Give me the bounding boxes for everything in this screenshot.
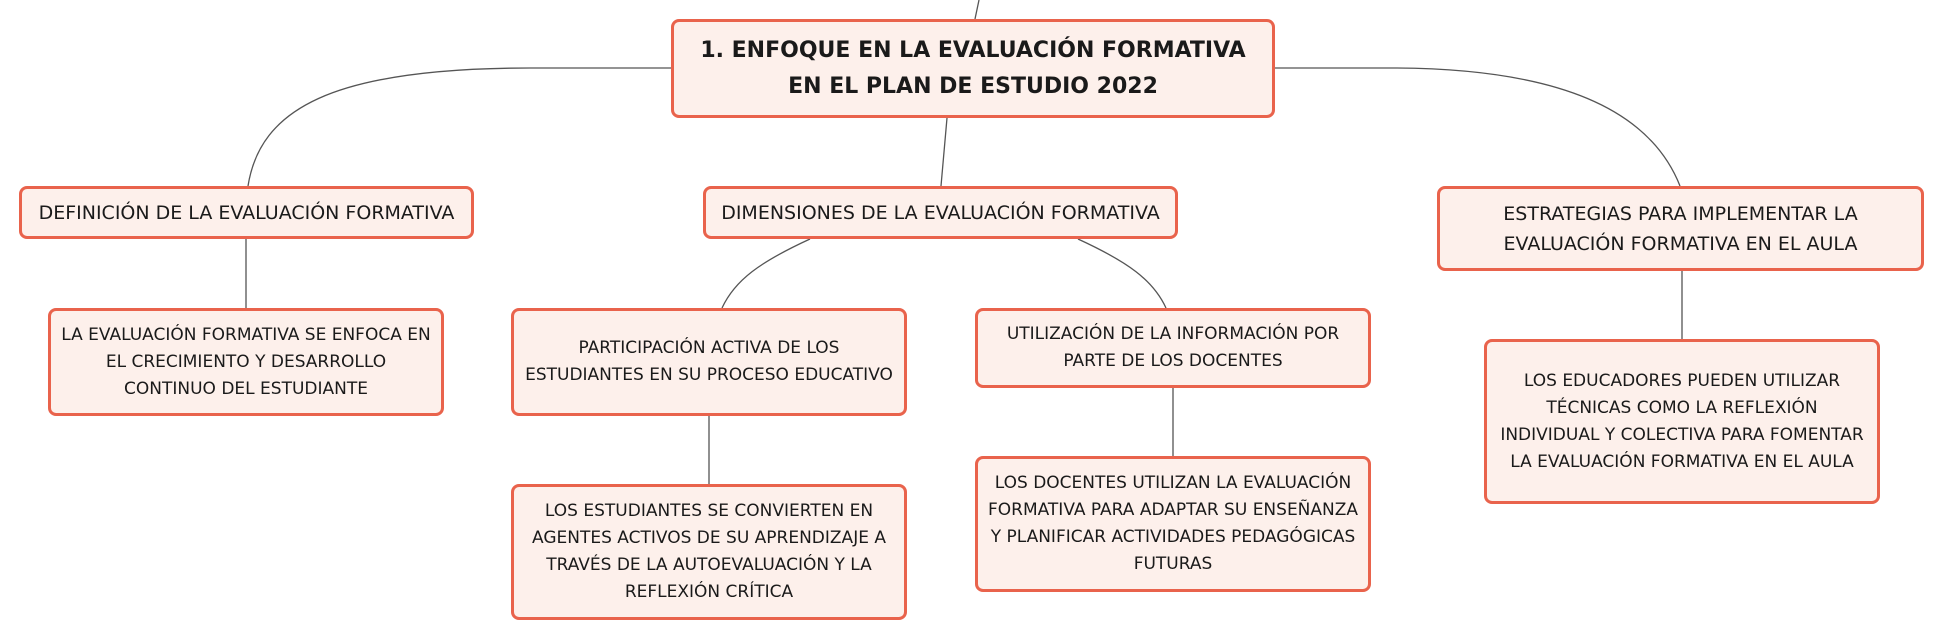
subtopic-participacion[interactable]	[511, 308, 907, 416]
connector-root-to-estrategias	[1275, 68, 1680, 186]
topic-dimensiones[interactable]	[703, 186, 1178, 239]
subtopic-utilizacion-label: UTILIZACIÓN DE LA INFORMACIÓN POR PARTE DE LOS DOCENTES	[1006, 324, 1340, 371]
topic-definicion-label: DEFINICIÓN DE LA EVALUACIÓN FORMATIVA	[38, 201, 455, 224]
root-topic-node[interactable]	[671, 19, 1275, 118]
topic-dimensiones-label: DIMENSIONES DE LA EVALUACIÓN FORMATIVA	[721, 201, 1160, 224]
topic-estrategias[interactable]	[1437, 186, 1924, 271]
connector-dimensiones-to-participacion	[722, 239, 810, 308]
connector-root-to-dimensiones	[941, 118, 947, 186]
subtopic-participacion-detail[interactable]	[511, 484, 907, 620]
subtopic-participacion-label: PARTICIPACIÓN ACTIVA DE LOS ESTUDIANTES EN SU PROCESO EDUCATIVO	[525, 338, 893, 385]
subtopic-definicion-detail-text: LA EVALUACIÓN FORMATIVA SE ENFOCA EN EL CRECIMIENTO Y DESARROLLO CONTINUO DEL ESTUDIANTE	[61, 324, 431, 399]
subtopic-participacion-detail-text: LOS ESTUDIANTES SE CONVIERTEN EN AGENTES ACTIVOS DE SU APRENDIZAJE A TRAVÉS DE LA AUTOEVALUACIÓN Y LA REFLEXIÓN CRÍTICA	[532, 501, 886, 602]
connector-incoming	[975, 0, 979, 19]
subtopic-estrategias-detail[interactable]	[1484, 339, 1880, 504]
topic-estrategias-label: ESTRATEGIAS PARA IMPLEMENTAR LA EVALUACIÓN FORMATIVA EN EL AULA	[1503, 202, 1858, 255]
connector-dimensiones-to-utilizacion	[1078, 239, 1166, 308]
topic-definicion[interactable]	[19, 186, 474, 239]
subtopic-estrategias-detail-text: LOS EDUCADORES PUEDEN UTILIZAR TÉCNICAS COMO LA REFLEXIÓN INDIVIDUAL Y COLECTIVA PARA FOMENTAR LA EVALUACIÓN FORMATIVA EN EL AULA	[1500, 370, 1864, 472]
subtopic-definicion-detail[interactable]	[48, 308, 444, 416]
connector-root-to-definicion	[248, 68, 671, 186]
root-topic-title: 1. ENFOQUE EN LA EVALUACIÓN FORMATIVA EN EL PLAN DE ESTUDIO 2022	[700, 37, 1246, 99]
subtopic-utilizacion-detail[interactable]	[975, 456, 1371, 592]
subtopic-utilizacion-detail-text: LOS DOCENTES UTILIZAN LA EVALUACIÓN FORMATIVA PARA ADAPTAR SU ENSEÑANZA Y PLANIFICAR ACTIVIDADES PEDAGÓGICAS FUTURAS	[987, 473, 1359, 574]
subtopic-utilizacion[interactable]	[975, 308, 1371, 388]
